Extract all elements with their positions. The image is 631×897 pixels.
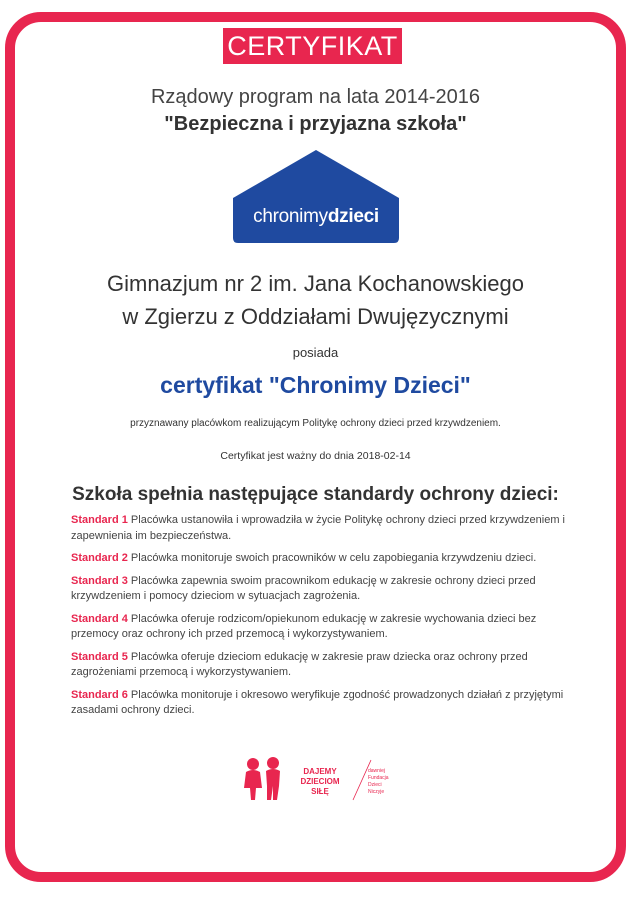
chronimy-dzieci-logo xyxy=(233,150,399,243)
standard-label: Standard 5 xyxy=(71,650,128,663)
program-title: Rządowy program na lata 2014-2016 xyxy=(150,86,481,108)
logo-text: chronimydzieci xyxy=(253,206,379,227)
footer-logo-text: DAJEMY DZIECIOM SIŁĘ xyxy=(300,767,340,796)
standard-text: Placówka oferuje dzieciom edukację w zakresie praw dziecka oraz ochrony przed zagrożeniami przemocą i wykorzystywaniem. xyxy=(71,650,528,678)
standard-item xyxy=(71,551,571,567)
certificate-name: certyfikat "Chronimy Dzieci" xyxy=(160,372,471,398)
footer-logo-subtext: dawniej Fundacja Dzieci Niczyje xyxy=(368,768,389,795)
standard-label: Standard 4 xyxy=(71,612,128,625)
program-subtitle: "Bezpieczna i przyjazna szkoła" xyxy=(164,113,467,135)
standard-item xyxy=(71,688,571,719)
standard-text: Placówka monitoruje i okresowo weryfikuje zgodność prowadzonych działań z przyjętymi zasadami ochrony dzieci. xyxy=(71,688,564,716)
standard-label: Standard 3 xyxy=(71,574,128,587)
standard-text: Placówka monitoruje swoich pracowników w celu zapobiegania krzywdzeniu dzieci. xyxy=(130,552,537,564)
posiada-text: posiada xyxy=(292,345,339,360)
certificate-badge: CERTYFIKAT xyxy=(223,28,402,64)
standard-label: Standard 6 xyxy=(71,688,128,701)
standard-label: Standard 1 xyxy=(71,514,128,526)
standard-item xyxy=(71,612,571,643)
standard-item xyxy=(71,574,571,605)
awarded-text: przyznawany placówkom realizującym Politykę ochrony dzieci przed krzywdzeniem. xyxy=(130,418,501,429)
standards-heading: Szkoła spełnia następujące standardy ochrony dzieci: xyxy=(72,484,559,505)
standard-item xyxy=(71,513,571,544)
standard-text: Placówka ustanowiła i wprowadziła w życie Politykę ochrony dzieci przed krzywdzeniem i zapewnienia im bezpieczeństwa. xyxy=(71,514,565,542)
school-name-line2: w Zgierzu z Oddziałami Dwujęzycznymi xyxy=(122,304,509,329)
standard-label: Standard 2 xyxy=(71,552,128,564)
standards-list xyxy=(71,513,571,726)
validity-text: Certyfikat jest ważny do dnia 2018-02-14 xyxy=(220,450,411,462)
standard-text: Placówka zapewnia swoim pracownikom edukację w zakresie ochrony dzieci przed krzywdzeniem i pomocy dzieciom w sytuacjach zagrożenia. xyxy=(71,574,536,602)
certificate-frame xyxy=(5,12,626,882)
standard-text: Placówka oferuje rodzicom/opiekunom edukację w zakresie wychowania dzieci bez przemocy oraz ochrony ich przed przemocą i wykorzystywaniem. xyxy=(71,612,537,640)
school-name-line1: Gimnazjum nr 2 im. Jana Kochanowskiego xyxy=(107,271,524,296)
standard-item xyxy=(71,650,571,681)
